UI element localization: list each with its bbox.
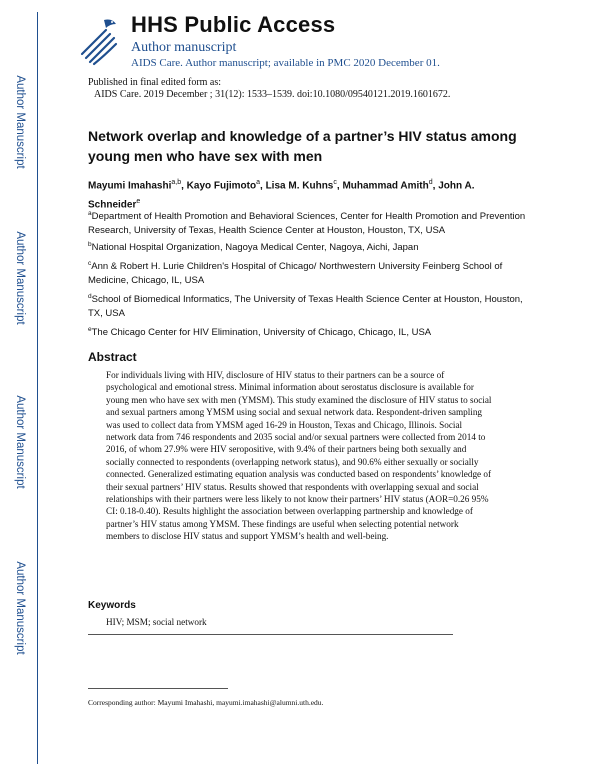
author: Lisa M. Kuhns (265, 180, 334, 192)
affiliation: $^a$Department of Health Promotion and Behavioral Sciences, Center for Health Promotion and Prevention Research, University of Texas, Health Science Center at Houston, Houston, TX, USA (88, 210, 526, 237)
affiliation: $^b$National Hospital Organization, Nagoya Medical Center, Nagoya, Aichi, Japan (88, 241, 419, 254)
sidebar-label: Author Manuscript (14, 395, 26, 489)
hhs-eagle-icon (76, 14, 122, 66)
affiliation: $^c$Ann & Robert H. Lurie Children's Hospital of Chicago/ Northwestern University Feinberg School of Medicine, Chicago, IL, USA (88, 260, 503, 287)
corresponding-author-note: Corresponding author: Mayumi Imahashi, mayumi.imahashi@alumni.uth.edu. (88, 698, 324, 707)
abstract-text: For individuals living with HIV, disclosure of HIV status to their partners can be a source of psychological and emotional stress. Minimal information about serostatus disclosure is available for young men who have sex with men (YMSM). This study examined the disclosure of HIV status to social and sexual partners among YMSM using social and sexual network data. Respondent-driven sampling was used to collect data from YMSM aged 16-29 in Houston, Texas and Chicago, Illinois. Social network data from 746 respondents and 2035 social and/or sexual partners were collected from 2014 to 2016, of whom 27.9% were HIV seropositive, with 9.4% of their partners being both sexually and socially connected to respondents (overlapping network status), and 90.6% either sexually or socially connected. Generalized estimating equation analysis was conducted based on respondents’ knowledge of their sexual partners’ HIV status. Results showed that respondents with overlapping sexual and social relationships with their partners were less likely to not know their partners’ HIV status (AOR=0.26 95% CI: 0.18-0.40). Results highlight the association between overlapping partnership and knowledge of partner’s HIV status among YMSM. These findings are useful when selecting potential network members to disclose HIV status and support YMSM’s health and well-being. (106, 370, 492, 542)
published-in-label: Published in final edited form as: (88, 77, 222, 88)
author-list: Mayumi Imahashi$^{a,b}$, Kayo Fujimoto$^a$, Lisa M. Kuhns$^c$, Muhammad Amith$^d$, John A. Schneider$^e$ (88, 179, 475, 211)
footnote-divider (88, 688, 228, 689)
author: Kayo Fujimoto (186, 180, 257, 192)
sidebar-label: Author Manuscript (14, 231, 26, 325)
page-title: HHS Public Access (131, 12, 336, 37)
sidebar-divider (37, 12, 38, 764)
sidebar-label: Author Manuscript (14, 561, 26, 655)
author: John A. Schneider (88, 180, 475, 211)
affiliation: $^e$The Chicago Center for HIV Elimination, University of Chicago, Chicago, IL, USA (88, 326, 432, 339)
manuscript-label: Author manuscript (131, 40, 237, 55)
abstract-heading: Abstract (88, 350, 137, 364)
author: Mayumi Imahashi (88, 180, 172, 192)
sidebar-label: Author Manuscript (14, 75, 26, 169)
citation: AIDS Care. 2019 December ; 31(12): 1533–1539. doi:10.1080/09540121.2019.1601672. (94, 89, 451, 100)
affiliation: $^d$School of Biomedical Informatics, The University of Texas Health Science Center at Houston, Houston, TX, USA (88, 293, 523, 320)
article-title: Network overlap and knowledge of a partner’s HIV status among young men who have sex with men (88, 128, 517, 164)
author: Muhammad Amith (342, 180, 429, 192)
keywords-text: HIV; MSM; social network (106, 617, 207, 627)
journal-availability: AIDS Care. Author manuscript; available in PMC 2020 December 01. (131, 57, 440, 69)
keywords-heading: Keywords (88, 600, 136, 611)
divider (88, 634, 453, 635)
